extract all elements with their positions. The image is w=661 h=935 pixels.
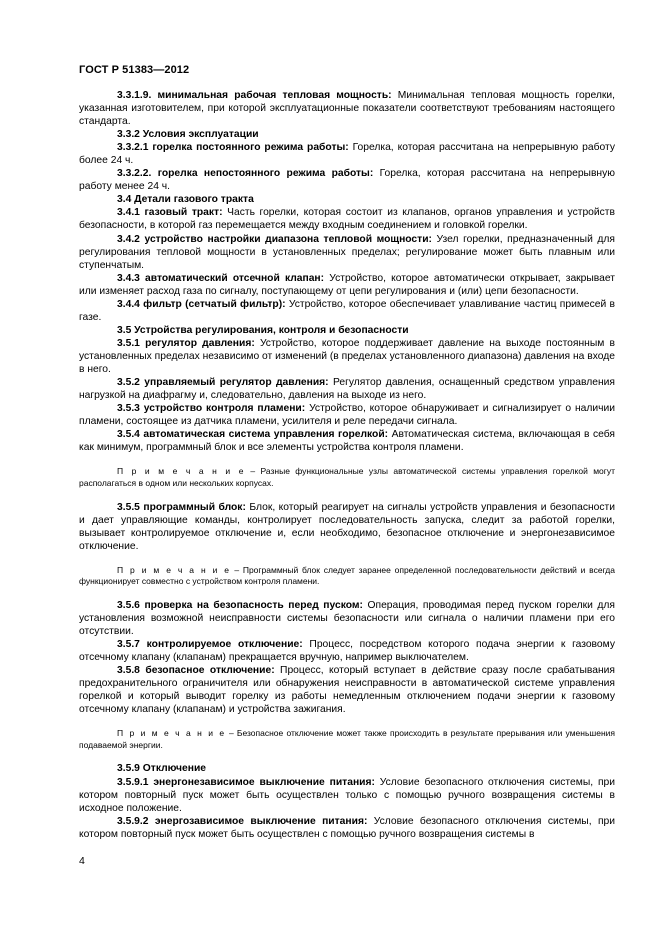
- definition: Процесс, посредством которого подача энергии к газовому отсечному клапану (клапанам) прекращается вручную, например выключателем.: [79, 639, 615, 664]
- section-heading-3-4: 3.4 Детали газового тракта: [117, 194, 254, 206]
- note-text: – Разные функциональные узлы автоматической системы управления горелкой могут располагаться в одном или нескольких корпусах.: [79, 466, 616, 488]
- definition: Устройство, которое обеспечивает улавливание частиц примесей в газе.: [79, 298, 616, 323]
- definition: Условие безопасного отключения системы, при котором повторный пуск может быть осуществлен с помощью ручного возвращения системы в: [79, 815, 615, 840]
- section-heading-3-5: 3.5 Устройства регулирования, контроля и безопасности: [117, 324, 409, 336]
- paragraph-3-3-1-9: [79, 89, 615, 128]
- definition: Горелка, которая рассчитана на непрерывную работу менее 24 ч.: [79, 168, 615, 193]
- definition: Операция, проводимая перед пуском горелки для установления возможной неисправности системы безопасности или сигнала о наличии пламени при его отсутствии.: [79, 599, 615, 637]
- paragraph-3-3-2-2: [79, 167, 615, 193]
- spacer: [79, 454, 615, 466]
- term: 3.5.2 управляемый регулятор давления:: [117, 377, 329, 389]
- paragraph-3-5-9-1: [79, 776, 615, 815]
- note-label: П р и м е ч а н и е: [117, 564, 231, 575]
- term: 3.5.9.2 энергозависимое выключение питания:: [117, 815, 368, 827]
- section-heading-3-3-2: 3.3.2 Условия эксплуатации: [117, 129, 259, 141]
- note-3-5-5: [79, 565, 615, 588]
- paragraph-3-5-1: [79, 337, 615, 376]
- note-label: П р и м е ч а н и е: [117, 466, 246, 477]
- paragraph-3-5-6: [79, 599, 615, 638]
- term: 3.4.4 фильтр (сетчатый фильтр):: [117, 298, 286, 310]
- spacer: [79, 553, 615, 565]
- term: 3.5.5 программный блок:: [117, 501, 246, 513]
- paragraph-3-4-2: [79, 233, 615, 272]
- note-label: П р и м е ч а н и е: [117, 728, 226, 739]
- document-body: [79, 89, 615, 841]
- paragraph-3-5-4: [79, 428, 615, 454]
- definition: Устройство, которое автоматически открывает, закрывает или изменяет расход газа по сигналу, поступающему от цепи регулирования и (или) цепи безопасности.: [79, 272, 615, 297]
- definition: Устройство, которое обнаруживает и сигнализирует о наличии пламени, состоящее из датчика пламени, усилителя и реле передачи сигнала.: [79, 403, 616, 428]
- term: 3.5.7 контролируемое отключение:: [117, 639, 303, 651]
- term: 3.4.1 газовый тракт:: [117, 207, 223, 219]
- term: 3.3.2.1 горелка постоянного режима работы:: [117, 142, 349, 154]
- definition: Горелка, которая рассчитана на непрерывную работу более 24 ч.: [79, 142, 615, 167]
- term: 3.4.3 автоматический отсечной клапан:: [117, 272, 325, 284]
- section-heading-3-5-9: 3.5.9 Отключение: [117, 763, 207, 775]
- note-3-5-4: [79, 466, 615, 489]
- spacer: [79, 490, 615, 501]
- spacer: [79, 588, 615, 599]
- definition: Узел горелки, предназначенный для регулирования тепловой мощности в установленных пределах; регулирование может быть плавным или ступенчатым.: [79, 233, 615, 271]
- page-number: 4: [79, 855, 85, 867]
- note-text: – Безопасное отключение может также происходить в результате прерывания или уменьшения подаваемой энергии.: [79, 728, 615, 750]
- paragraph-3-4-1: [79, 206, 615, 232]
- term: 3.5.6 проверка на безопасность перед пуском:: [117, 599, 363, 611]
- paragraph-3-3-2-1: [79, 141, 615, 167]
- paragraph-3-4-4: [79, 298, 615, 324]
- paragraph-3-5-9-2: [79, 815, 615, 841]
- definition: Автоматическая система, включающая в себя как минимум, программный блок и все элементы устройства контроля пламени.: [79, 429, 615, 454]
- definition: Регулятор давления, оснащенный средством управления нагрузкой на диафрагму и, следовательно, давления на выходе из него.: [79, 377, 615, 402]
- definition: Устройство, которое поддерживает давление на выходе постоянным в установленных пределах независимо от изменений (в пределах установленного диапазона) давления на входе в него.: [79, 337, 615, 375]
- document-header: ГОСТ Р 51383—2012: [79, 64, 190, 76]
- term: 3.3.2.2. горелка непостоянного режима работы:: [117, 168, 374, 180]
- paragraph-3-5-2: [79, 376, 615, 402]
- term: 3.5.4 автоматическая система управления горелкой:: [117, 429, 389, 441]
- term: 3.5.9.1 энергонезависимое выключение питания:: [117, 776, 375, 788]
- definition: Минимальная тепловая мощность горелки, указанная изготовителем, при которой эксплуатационные показатели соответствуют требованиям настоящего стандарта.: [79, 90, 615, 128]
- spacer: [79, 716, 615, 728]
- paragraph-3-5-7: [79, 638, 615, 664]
- note-3-5-8: [79, 728, 615, 751]
- term: 3.5.8 безопасное отключение:: [117, 665, 275, 677]
- paragraph-3-5-8: [79, 664, 615, 716]
- definition: Условие безопасного отключения системы, при котором повторный пуск может быть осуществлен только с помощью ручного возвращения системы в исходное положение.: [79, 776, 615, 814]
- term: 3.5.1 регулятор давления:: [117, 337, 255, 349]
- term: 3.5.3 устройство контроля пламени:: [117, 403, 306, 415]
- definition: Процесс, который вступает в действие сразу после срабатывания предохранительного ограничителя или обнаружения неисправности в автоматической системе управления горелкой и который выводит горелку из работы немедленным отключением подачи энергии к газовому отсечному клапану (клапанам) и устройства зажигания.: [79, 665, 615, 716]
- paragraph-3-4-3: [79, 272, 615, 298]
- term: 3.4.2 устройство настройки диапазона тепловой мощности:: [117, 233, 432, 245]
- note-text: – Программный блок следует заранее определенной последовательности действий и всегда функционирует совместно с устройством контроля пламени.: [79, 564, 615, 587]
- paragraph-3-5-3: [79, 402, 615, 428]
- definition: Часть горелки, которая состоит из клапанов, органов управления и устройств безопасности, в которой газ перемещается между входным соединением и головкой горелки.: [79, 207, 615, 232]
- definition: Блок, который реагирует на сигналы устройств управления и безопасности и дает управляющие команды, контролирует последовательность запуска, следит за работой горелки, вызывает контролируемое отключение и, если необходимо, безопасное отключение и энергонезависимое отключение.: [79, 501, 615, 552]
- spacer: [79, 751, 615, 762]
- term: 3.3.1.9. минимальная рабочая тепловая мощность:: [117, 90, 392, 101]
- paragraph-3-5-5: [79, 501, 615, 553]
